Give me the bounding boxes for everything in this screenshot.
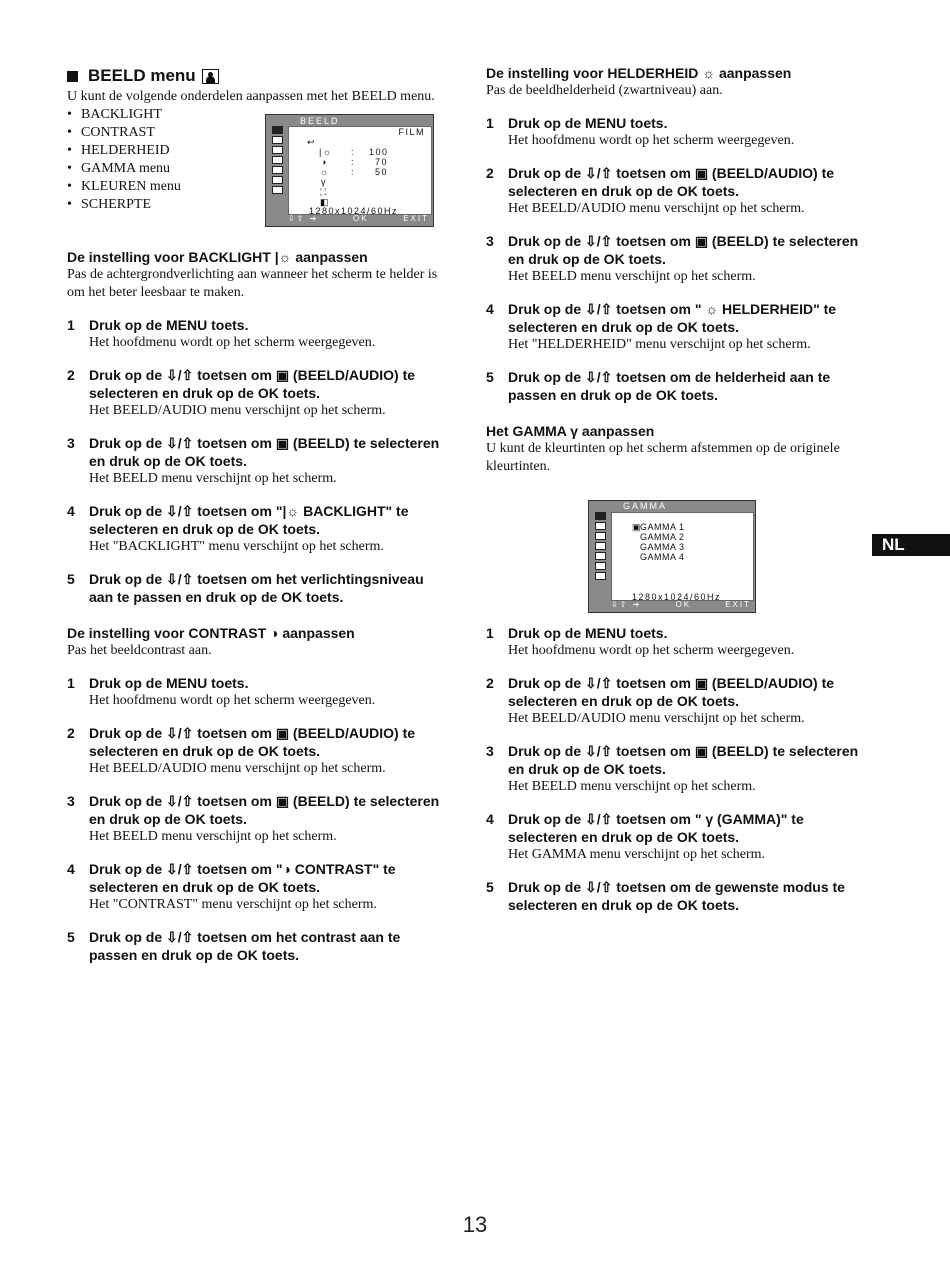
step-number: 3 [486, 743, 494, 759]
osd-footer: ⇩⇧ ➔ OK EXIT [611, 600, 751, 609]
backlight-desc: Pas de achtergrondverlichting aan wanneer het scherm te helder is om het beter leesbaar te maken. [67, 267, 438, 300]
helderheid-desc: Pas de beeldhelderheid (zwartniveau) aan. [486, 83, 723, 98]
step-instruction: Druk op de ⇩/⇧ toetsen om de gewenste modus te selecteren en druk op de OK toets. [508, 879, 845, 913]
instruction-step [486, 164, 866, 218]
list-item: • BACKLIGHT [67, 106, 447, 124]
backlight-section [67, 248, 447, 606]
list-item: • CONTRAST [67, 124, 447, 142]
options-icon [272, 156, 283, 164]
square-bullet-icon [67, 71, 78, 82]
step-result: Het "BACKLIGHT" menu verschijnt op het scherm. [89, 539, 384, 554]
instruction-step [486, 624, 866, 660]
instruction-step [486, 742, 866, 796]
step-result: Het "HELDERHEID" menu verschijnt op het scherm. [508, 337, 811, 352]
step-instruction: Druk op de ⇩/⇧ toetsen om ▣ (BEELD/AUDIO) te selecteren en druk op de OK toets. [508, 675, 835, 709]
step-instruction: Druk op de ⇩/⇧ toetsen om ▣ (BEELD) te selecteren en druk op de OK toets. [89, 793, 440, 827]
right-column [486, 64, 866, 914]
selected-marker-icon: ▣ [632, 522, 642, 532]
step-number: 4 [67, 861, 75, 877]
screen-icon [595, 522, 606, 530]
gamma-heading: Het GAMMA γ aanpassen [486, 423, 655, 439]
step-number: 3 [67, 793, 75, 809]
key-icon [272, 186, 283, 194]
step-number: 2 [67, 725, 75, 741]
step-number: 2 [486, 675, 494, 691]
step-instruction: Druk op de ⇩/⇧ toetsen om " ☼ HELDERHEID" te selecteren en druk op de OK toets. [508, 301, 837, 335]
instruction-step [486, 810, 866, 864]
key-icon [595, 572, 606, 580]
position-icon [272, 146, 283, 154]
contrast-desc: Pas het beeldcontrast aan. [67, 643, 212, 658]
gamma-steps [486, 624, 866, 914]
step-instruction: Druk op de ⇩/⇧ toetsen om ▣ (BEELD) te selecteren en druk op de OK toets. [508, 233, 859, 267]
step-instruction: Druk op de MENU toets. [89, 675, 249, 691]
color-icon: ⛶ [320, 187, 328, 197]
step-number: 5 [486, 369, 494, 385]
page-number: 13 [462, 1212, 488, 1237]
step-instruction: Druk op de ⇩/⇧ toetsen om het contrast aan te passen en druk op de OK toets. [89, 929, 401, 963]
step-result: Het hoofdmenu wordt op het scherm weergegeven. [508, 643, 795, 658]
backlight-steps [67, 316, 447, 606]
instruction-step [486, 674, 866, 728]
instruction-step [486, 300, 866, 354]
contrast-icon: ◑ [321, 157, 328, 167]
instruction-step [486, 114, 866, 150]
language-icon [272, 166, 283, 174]
instruction-step [486, 368, 866, 404]
helderheid-section [486, 64, 866, 404]
instruction-step [486, 232, 866, 286]
contrast-steps [67, 674, 447, 964]
step-number: 1 [67, 675, 75, 691]
instruction-step [67, 792, 447, 846]
step-instruction: Druk op de ⇩/⇧ toetsen om "|☼ BACKLIGHT" te selecteren en druk op de OK toets. [89, 503, 409, 537]
beeld-osd-screen: BEELD FILM ↩ |☼ : 100 ◑ : 70 ☼ : 50 γ ⛶ ◧ 1280x1024/60Hz ⇩⇧ ➔ OK EXIT [265, 114, 434, 227]
step-instruction: Druk op de ⇩/⇧ toetsen om ▣ (BEELD/AUDIO) te selecteren en druk op de OK toets. [508, 165, 835, 199]
picture-icon [202, 69, 219, 84]
step-instruction: Druk op de ⇩/⇧ toetsen om de helderheid aan te passen en druk op de OK toets. [508, 369, 831, 403]
step-number: 1 [67, 317, 75, 333]
intro-text: U kunt de volgende onderdelen aanpassen met het BEELD menu. [67, 89, 435, 104]
step-number: 4 [486, 301, 494, 317]
list-item: • HELDERHEID [67, 142, 447, 160]
position-icon [595, 532, 606, 540]
instruction-step [67, 928, 447, 964]
step-number: 4 [67, 503, 75, 519]
contrast-heading: De instelling voor CONTRAST ◑ aanpassen [67, 625, 355, 641]
step-result: Het hoofdmenu wordt op het scherm weergegeven. [508, 133, 795, 148]
step-instruction: Druk op de ⇩/⇧ toetsen om het verlichtingsniveau aan te passen en druk op de OK toets. [89, 571, 424, 605]
instruction-step [67, 434, 447, 488]
up-down-icon: ⇩⇧ ➔ [288, 214, 319, 223]
brightness-icon: ☼ [320, 167, 330, 177]
step-result: Het BEELD/AUDIO menu verschijnt op het scherm. [508, 201, 805, 216]
options-icon [595, 542, 606, 550]
step-result: Het GAMMA menu verschijnt op het scherm. [508, 847, 766, 862]
instruction-step [67, 674, 447, 710]
step-result: Het BEELD/AUDIO menu verschijnt op het scherm. [508, 711, 805, 726]
input-icon [595, 562, 606, 570]
step-result: Het BEELD/AUDIO menu verschijnt op het scherm. [89, 403, 386, 418]
instruction-step [67, 502, 447, 556]
step-instruction: Druk op de ⇩/⇧ toetsen om " γ (GAMMA)" te selecteren en druk op de OK toets. [508, 811, 804, 845]
helderheid-heading: De instelling voor HELDERHEID ☼ aanpassen [486, 65, 792, 81]
instruction-step [486, 878, 866, 914]
step-number: 5 [67, 571, 75, 587]
return-icon: ↩ [307, 137, 317, 147]
instruction-step [67, 316, 447, 352]
up-down-icon: ⇩⇧ ➔ [611, 600, 642, 609]
picture-audio-icon [595, 512, 606, 520]
gamma-icon: γ [321, 177, 327, 187]
step-instruction: Druk op de ⇩/⇧ toetsen om ▣ (BEELD) te selecteren en druk op de OK toets. [89, 435, 440, 469]
gamma-section [486, 422, 866, 914]
language-tab: NL [872, 534, 950, 556]
step-number: 1 [486, 115, 494, 131]
screen-icon [272, 136, 283, 144]
instruction-step [67, 366, 447, 420]
step-instruction: Druk op de ⇩/⇧ toetsen om ▣ (BEELD/AUDIO) te selecteren en druk op de OK toets. [89, 725, 416, 759]
input-icon [272, 176, 283, 184]
step-instruction: Druk op de MENU toets. [89, 317, 249, 333]
step-instruction: Druk op de ⇩/⇧ toetsen om ▣ (BEELD) te selecteren en druk op de OK toets. [508, 743, 859, 777]
step-number: 1 [486, 625, 494, 641]
step-result: Het BEELD menu verschijnt op het scherm. [89, 829, 337, 844]
section-heading-beeld: BEELD menu [67, 66, 447, 86]
step-number: 3 [67, 435, 75, 451]
step-result: Het BEELD menu verschijnt op het scherm. [508, 269, 756, 284]
step-result: Het BEELD menu verschijnt op het scherm. [508, 779, 756, 794]
step-result: Het BEELD menu verschijnt op het scherm. [89, 471, 337, 486]
backlight-icon: |☼ [274, 249, 292, 265]
language-icon [595, 552, 606, 560]
instruction-step [67, 570, 447, 606]
backlight-icon: |☼ [319, 147, 333, 157]
gamma-desc: U kunt de kleurtinten op het scherm afstemmen op de originele kleurtinten. [486, 441, 840, 474]
osd-sidebar [591, 512, 609, 580]
step-instruction: Druk op de MENU toets. [508, 625, 668, 641]
sharpness-icon: ◧ [320, 197, 331, 207]
step-number: 5 [486, 879, 494, 895]
step-result: Het "CONTRAST" menu verschijnt op het scherm. [89, 897, 377, 912]
list-item: • SCHERPTE [67, 196, 447, 214]
contrast-section [67, 624, 447, 964]
helderheid-steps [486, 114, 866, 404]
instruction-step [67, 724, 447, 778]
step-result: Het hoofdmenu wordt op het scherm weergegeven. [89, 693, 376, 708]
step-instruction: Druk op de MENU toets. [508, 115, 668, 131]
step-number: 2 [67, 367, 75, 383]
osd-footer: ⇩⇧ ➔ OK EXIT [288, 214, 429, 223]
list-item: • GAMMA menu [67, 160, 447, 178]
step-number: 4 [486, 811, 494, 827]
step-number: 5 [67, 929, 75, 945]
gamma-osd-screen: GAMMA ▣ GAMMA 1 GAMMA 2 GAMMA 3 GAMMA 4 1280x1024/60Hz ⇩⇧ ➔ OK EXIT [588, 500, 756, 613]
step-instruction: Druk op de ⇩/⇧ toetsen om "◑ CONTRAST" te selecteren en druk op de OK toets. [89, 861, 396, 895]
instruction-step [67, 860, 447, 914]
step-number: 3 [486, 233, 494, 249]
picture-audio-icon [272, 126, 283, 134]
backlight-heading: De instelling voor BACKLIGHT |☼ aanpassen [67, 249, 368, 265]
step-number: 2 [486, 165, 494, 181]
step-instruction: Druk op de ⇩/⇧ toetsen om ▣ (BEELD/AUDIO) te selecteren en druk op de OK toets. [89, 367, 416, 401]
step-result: Het hoofdmenu wordt op het scherm weergegeven. [89, 335, 376, 350]
step-result: Het BEELD/AUDIO menu verschijnt op het scherm. [89, 761, 386, 776]
list-item: • KLEUREN menu [67, 178, 447, 196]
osd-sidebar [268, 126, 286, 194]
